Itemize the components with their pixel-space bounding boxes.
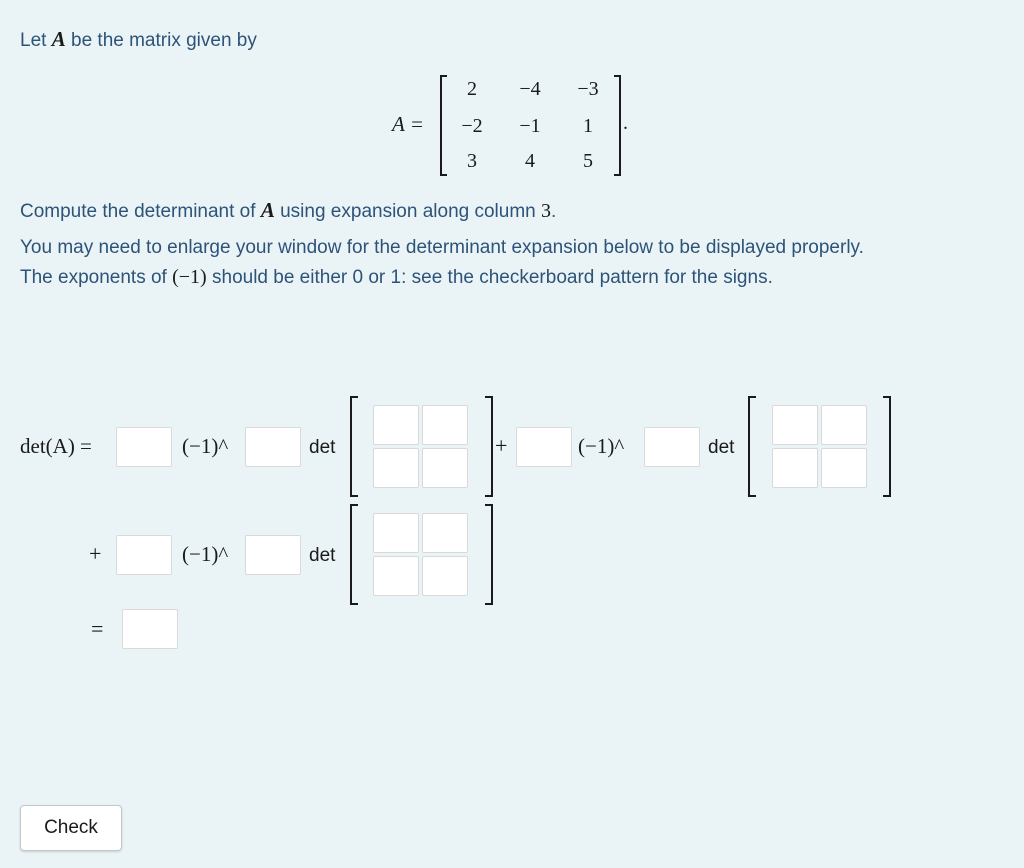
matrix-cell: −3 (577, 78, 599, 100)
matrix-cell: 2 (467, 78, 477, 100)
note-line-2 (20, 263, 773, 292)
note-line2-before: The exponents of (20, 267, 167, 288)
check-button[interactable]: Check (20, 805, 122, 851)
minor-3-cell-22[interactable] (422, 556, 468, 596)
minor-2-cell-21[interactable] (772, 448, 818, 488)
matrix-label (392, 112, 424, 137)
matrix-cell: 3 (467, 150, 477, 172)
minor-3-cell-21[interactable] (373, 556, 419, 596)
plus-sign-2: + (89, 541, 102, 566)
minor-1-cell-22[interactable] (422, 448, 468, 488)
det-label-2: det (708, 437, 735, 458)
matrix-cell: −1 (519, 115, 541, 137)
equals-sign: = (91, 616, 104, 641)
neg-one-power-3: (−1)^ (182, 542, 229, 566)
exponent-input-3[interactable] (245, 535, 301, 575)
intro-before: Let (20, 30, 47, 51)
matrix-end-punct: . (623, 112, 628, 134)
note-line-1: You may need to enlarge your window for the determinant expansion below to be displayed properly. (20, 237, 864, 258)
plus-sign-1: + (495, 433, 508, 458)
right-bracket (614, 76, 620, 175)
minor-1-cell-11[interactable] (373, 405, 419, 445)
neg-one-power-1: (−1)^ (182, 434, 229, 458)
coefficient-input-3[interactable] (116, 535, 172, 575)
det-label-1: det (309, 437, 336, 458)
matrix-cell: 1 (583, 115, 593, 137)
left-bracket (441, 76, 447, 175)
intro-after: be the matrix given by (71, 30, 257, 51)
result-input[interactable] (122, 609, 178, 649)
exponent-input-1[interactable] (245, 427, 301, 467)
instruction-var: A (260, 198, 275, 222)
minor-1-cell-12[interactable] (422, 405, 468, 445)
intro-text (20, 25, 257, 55)
matrix-cell: 4 (525, 150, 535, 172)
neg-one-power-2: (−1)^ (578, 434, 625, 458)
minor-2-cell-12[interactable] (821, 405, 867, 445)
minor-3-cell-12[interactable] (422, 513, 468, 553)
minor-1-cell-21[interactable] (373, 448, 419, 488)
instruction-before: Compute the determinant of (20, 201, 256, 222)
instruction-end: . (551, 201, 557, 222)
minor-3-cell-11[interactable] (373, 513, 419, 553)
coefficient-input-2[interactable] (516, 427, 572, 467)
matrix-cell: −2 (461, 115, 483, 137)
det-lhs: det(A) = (20, 434, 92, 458)
matrix-label-text: A = (392, 112, 424, 136)
matrix-cell: −4 (519, 78, 541, 100)
instruction-text (20, 196, 556, 226)
exponent-input-2[interactable] (644, 427, 700, 467)
matrix-cell: 5 (583, 150, 593, 172)
instruction-column: 3 (541, 200, 552, 222)
det-label-3: det (309, 545, 336, 566)
minor-2-cell-22[interactable] (821, 448, 867, 488)
note-line2-after: should be either 0 or 1: see the checkerboard pattern for the signs. (212, 267, 773, 288)
note-line2-math: (−1) (172, 266, 207, 288)
instruction-after: using expansion along column (280, 201, 536, 222)
coefficient-input-1[interactable] (116, 427, 172, 467)
minor-2-cell-11[interactable] (772, 405, 818, 445)
intro-var: A (51, 27, 66, 51)
